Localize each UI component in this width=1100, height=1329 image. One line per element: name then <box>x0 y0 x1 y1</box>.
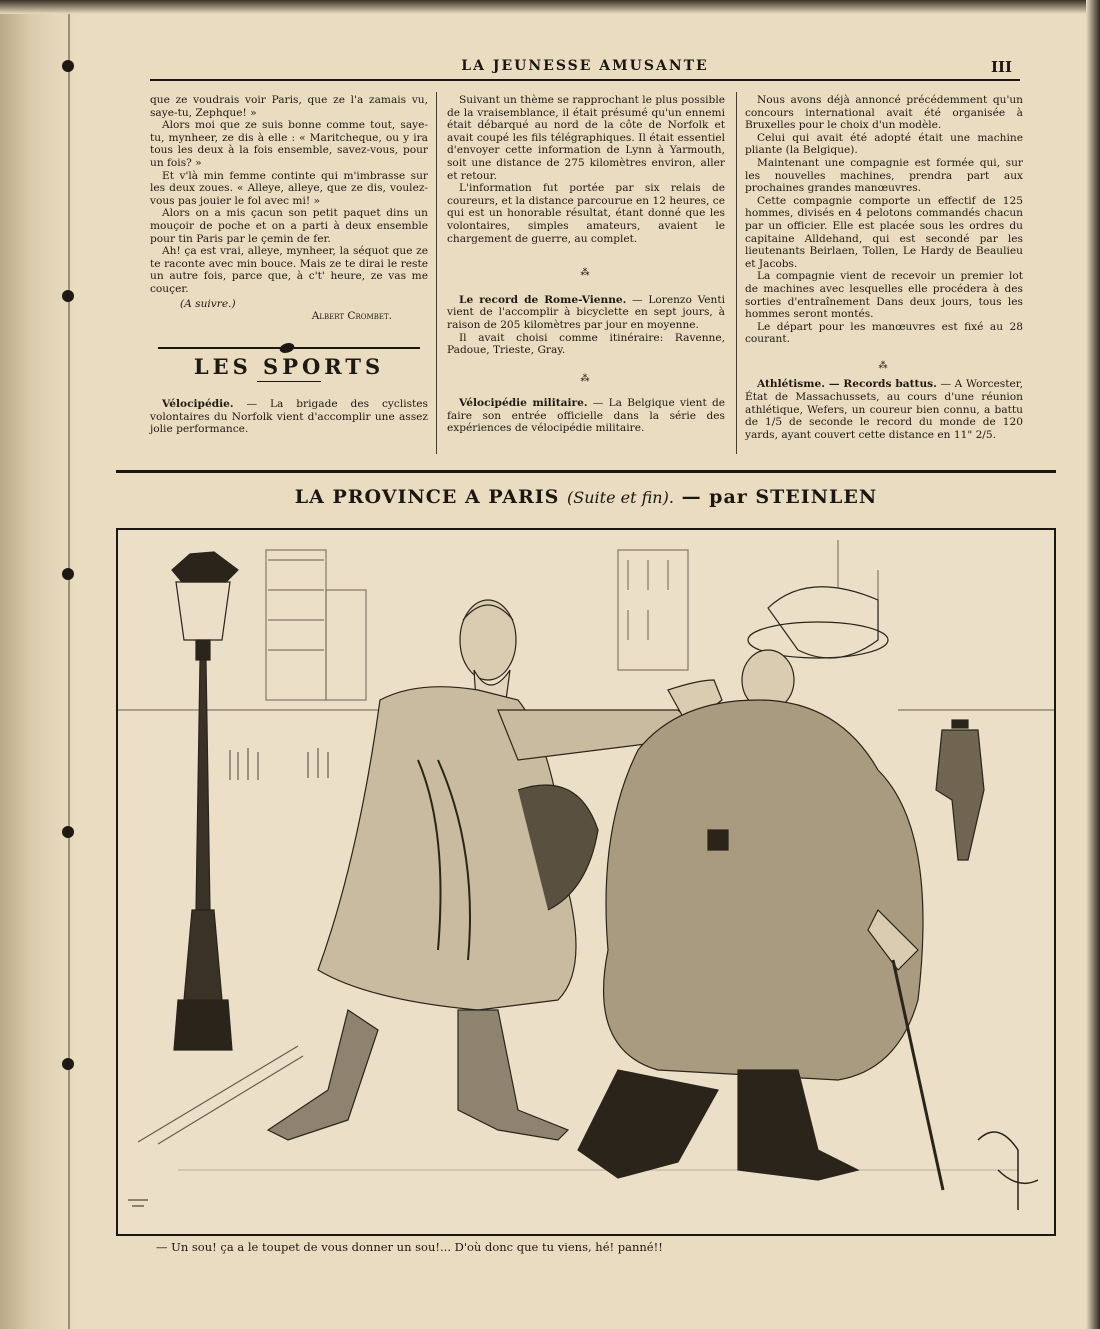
top-hat-man-figure <box>578 587 943 1190</box>
cartoon-title-suite: (Suite et fin). <box>567 488 674 507</box>
divider-ornament <box>158 343 420 353</box>
crowd-sketch <box>230 748 328 780</box>
engraver-mark <box>128 1200 148 1206</box>
binding-hole <box>62 290 74 302</box>
heading-rule <box>257 381 321 382</box>
to-be-continued: (A suivre.) <box>180 297 236 310</box>
artist-monogram <box>978 1132 1038 1210</box>
header-rule <box>150 79 1020 81</box>
pavement-lines <box>138 1046 1018 1170</box>
article-title: Vélocipédie militaire. <box>459 397 588 410</box>
binding-hole <box>62 826 74 838</box>
section-heading: LES SPORTS <box>193 353 385 379</box>
paragraph: Il avait choisi comme itinéraire: Ravenne, Padoue, Trieste, Gray. <box>447 331 725 357</box>
paragraph: Celui qui avait été adopté était une machine pliante (la Belgique). <box>745 131 1023 157</box>
paragraph <box>447 294 725 332</box>
section-rule <box>116 470 1056 473</box>
column-2 <box>447 94 725 435</box>
paragraph <box>447 397 725 435</box>
article-text: — La Belgique vient de faire son entrée officielle dans la série des expériences de vélocipédie militaire. <box>447 397 725 435</box>
binding-hole <box>62 60 74 72</box>
distant-passerby <box>936 720 984 860</box>
cartoon-caption: — Un sou! ça a le toupet de vous donner un sou!... D'où donc que tu viens, hé! panné!! <box>156 1240 663 1254</box>
asterism: ⁂ <box>580 373 592 384</box>
paragraph: Le départ pour les manœuvres est fixé au 28 courant. <box>745 320 1023 346</box>
page-top-edge <box>0 0 1100 14</box>
article-title: Le record de Rome-Vienne. <box>459 293 627 306</box>
article-text: — Lorenzo Venti vient de l'accomplir à bicyclette en sept jours, à raison de 205 kilomètres par jour en moyenne. <box>447 293 725 331</box>
paragraph: La compagnie vient de recevoir un premier lot de machines avec lesquelles elle procédera à des sorties d'entraînement Dans deux jours, tous les hommes seront montés. <box>745 270 1023 321</box>
running-head <box>150 58 1020 80</box>
paragraph: Maintenant une compagnie est formée qui, sur les nouvelles machines, prendra part aux prochaines grandes manœuvres. <box>745 156 1023 195</box>
asterism: ⁂ <box>878 360 890 371</box>
column-rule <box>736 92 737 454</box>
article-text: — La brigade des cyclistes volontaires du Norfolk vient d'accomplir une assez jolie performance. <box>150 398 428 436</box>
cartoon-title-main: LA PROVINCE A PARIS <box>294 486 560 508</box>
paragraph: Cette compagnie comporte un effectif de 125 hommes, divisés en 4 pelotons commandés chacun par un officier. Elle est placée sous les ordres du capitaine Alldehand, qui est secondé par les lieutenants Beirlaen, Tollen, Le Hardy de Beaulieu et Jacobs. <box>745 194 1023 270</box>
binding-fold <box>68 0 70 1329</box>
article-title: Vélocipédie. <box>162 398 234 411</box>
column-3 <box>745 94 1023 441</box>
building-sketch <box>118 540 1054 710</box>
paragraph: Alors on a mis çacun son petit paquet dins un mouçoir de poche et on a parti à deux ensemble pour tin Paris par le çemin de fer. <box>150 207 428 245</box>
paragraph: Nous avons déjà annoncé précédemment qu'un concours international avait été organisée à Bruxelles pour le choix d'un modèle. <box>745 94 1023 132</box>
binding-hole <box>62 1058 74 1070</box>
page-right-edge <box>1086 0 1100 1329</box>
steinlen-drawing <box>118 530 1054 1234</box>
cartoon-title <box>116 486 1056 508</box>
column-rule <box>436 92 437 454</box>
author-signature: Albert Crombet. <box>311 310 392 323</box>
journal-title: LA JEUNESSE AMUSANTE <box>461 58 709 74</box>
page-number: III <box>990 58 1012 76</box>
asterism: ⁂ <box>580 268 592 279</box>
paragraph: Alors moi que ze suis bonne comme tout, saye-tu, mynheer, ze dis à elle : « Maritcheque, ou y ira tous les deux à la fois ensemble, savez-vous, pour un fois? » <box>150 119 428 169</box>
paragraph: Ah! ça est vrai, alleye, mynheer, la séquot que ze te raconte avec min bouce. Mais ze te dirai le reste un autre fois, parce que, à c't' heure, ze vas me couçer. <box>150 245 428 295</box>
article-text: — A Worcester, État de Massachussets, au cours d'une réunion athlétique, Wefers, un coureur bien connu, a battu de 1/5 de seconde le record du monde de 120 yards, ayant couvert cette distance en 11" 2/5. <box>745 378 1024 441</box>
paragraph: Et v'là min femme continte qui m'imbrasse sur les deux zoues. « Alleye, alleye, que ze dis, voulez-vous pas jouier le fol avec mi! » <box>150 169 428 207</box>
article-title: Athlétisme. — Records battus. <box>757 378 937 391</box>
paragraph <box>745 378 1023 441</box>
paragraph <box>150 398 428 436</box>
paragraph: L'information fut portée par six relais de coureurs, et la distance parcourue en 12 heures, ce qui est un honorable résultat, étant donné que les volontaires, simples amateurs, avaient le chargement de guerre, au complet. <box>447 182 725 245</box>
paragraph: que ze voudrais voir Paris, que ze l'a zamais vu, saye-tu, Zephque! » <box>150 94 428 119</box>
paragraph: Suivant un thème se rapprochant le plus possible de la vraisemblance, il était présumé qu'un ennemi était débarqué au nord de la côte de Norfolk et avait coupé les fils télégraphiques. Il était essentiel d'envoyer cette information de Lynn à Yarmouth, soit une distance de 275 kilomètres environ, aller et retour. <box>447 94 725 182</box>
street-lamp <box>172 552 238 1050</box>
cartoon-author: — par STEINLEN <box>681 486 878 508</box>
cartoon-illustration <box>116 528 1056 1236</box>
column-1 <box>150 94 428 436</box>
binding-hole <box>62 568 74 580</box>
